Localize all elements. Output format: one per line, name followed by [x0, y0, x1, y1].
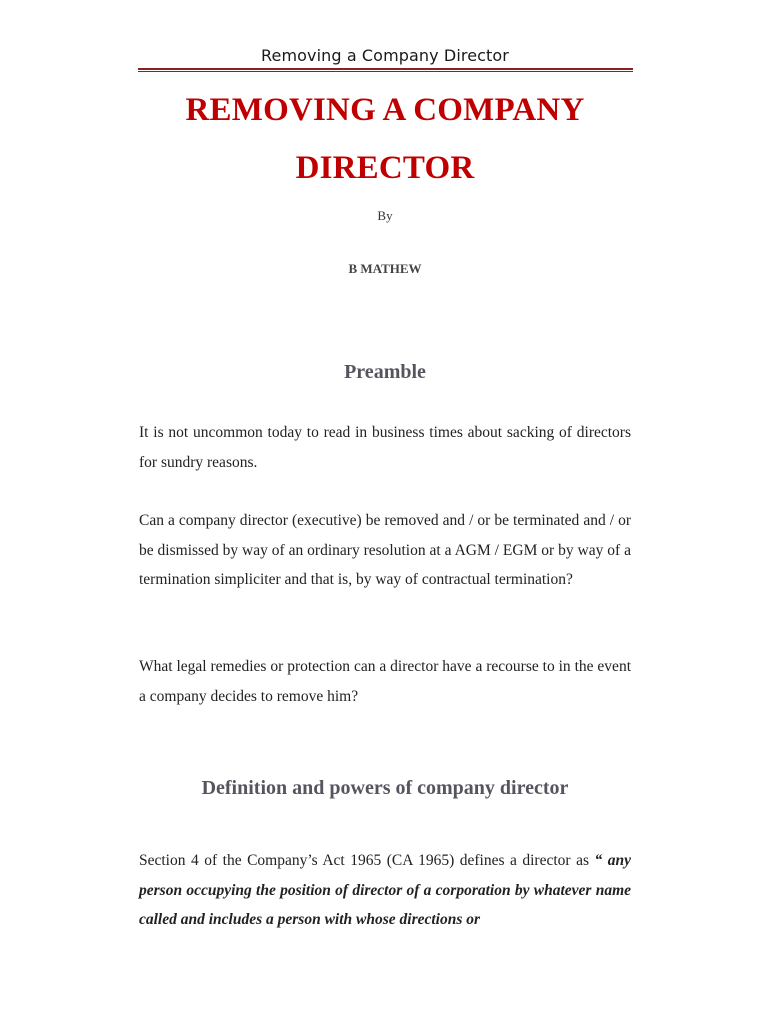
preamble-paragraph-3: What legal remedies or protection can a director have a recourse to in the event a company decides to remove him? — [139, 658, 631, 705]
preamble-paragraph-1: It is not uncommon today to read in business times about sacking of directors for sundry reasons. — [139, 424, 631, 471]
document-title-line-2: DIRECTOR — [295, 150, 475, 186]
author-name: B MATHEW — [348, 261, 422, 276]
definition-quote-open: “ — [594, 852, 603, 869]
definition-paragraph — [139, 846, 631, 935]
definition-quote-text: any person occupying the position of director of a corporation by whatever name called and includes a person with whose directions or — [139, 852, 632, 928]
running-header: Removing a Company Director — [261, 46, 509, 65]
preamble-paragraph-2: Can a company director (executive) be removed and / or be terminated and / or be dismissed by way of an ordinary resolution at a AGM / EGM or by way of a termination simpliciter and that is, by way of contractual termination? — [139, 512, 631, 588]
definition-intro-text: Section 4 of the Company’s Act 1965 (CA 1965) defines a director as — [139, 852, 595, 869]
header-rule — [138, 68, 633, 72]
byline-label: By — [377, 208, 393, 223]
preamble-heading: Preamble — [344, 361, 426, 383]
definition-heading: Definition and powers of company director — [201, 777, 569, 799]
document-title-line-1: REMOVING A COMPANY — [185, 92, 585, 128]
